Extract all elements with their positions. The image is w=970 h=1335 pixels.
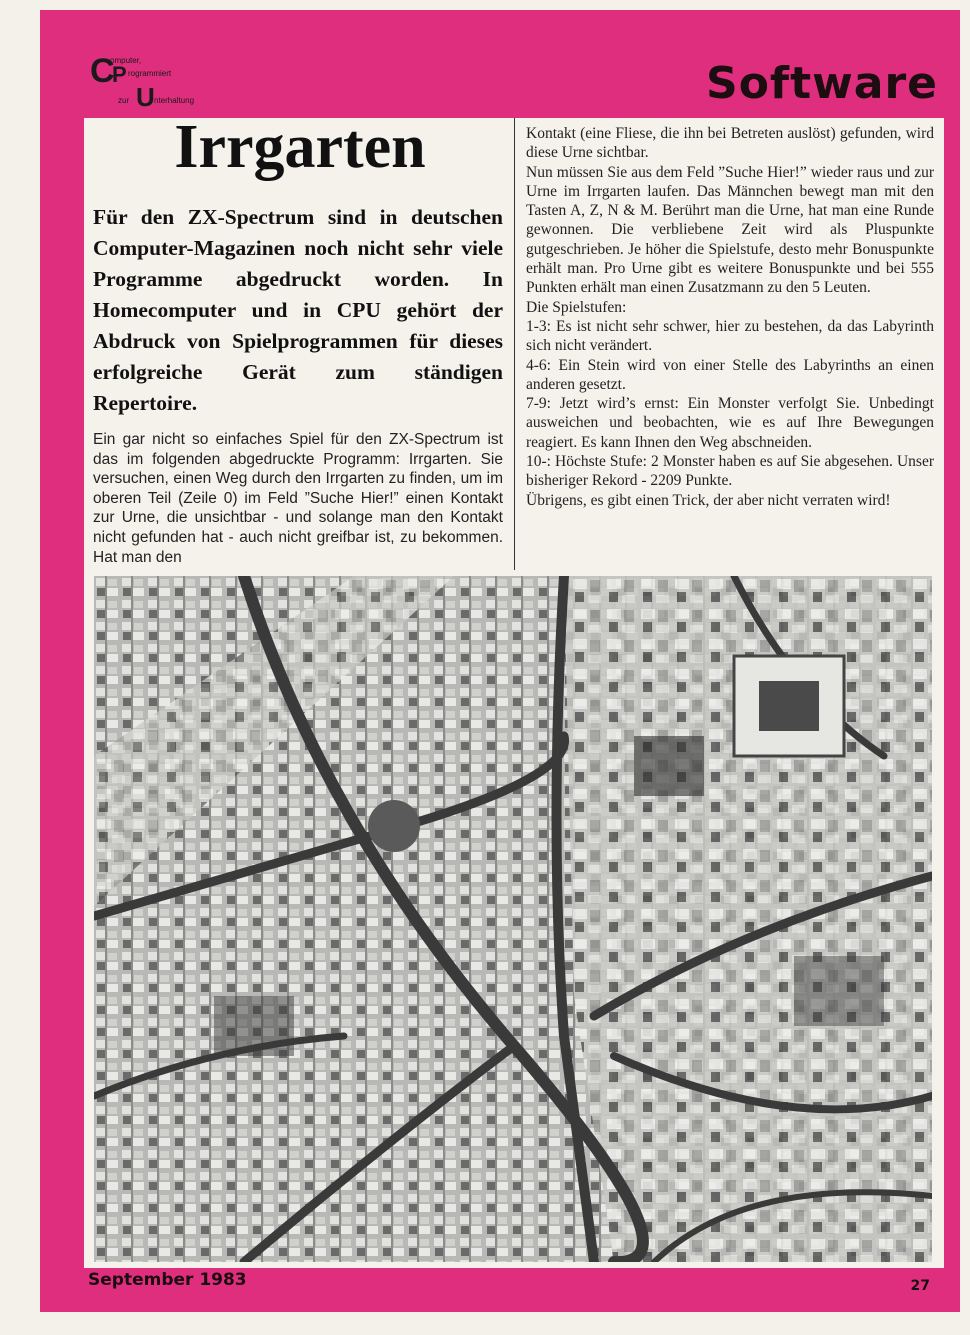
logo-line-1: omputer, bbox=[110, 56, 142, 65]
paragraph: 10-: Höchste Stufe: 2 Monster haben es auf Sie abgesehen. Unser bisheriger Rekord - 2209 Punkte. bbox=[526, 453, 934, 490]
logo-letter-c: C bbox=[90, 52, 115, 90]
section-label: Software bbox=[706, 58, 938, 109]
article-body-right bbox=[526, 124, 934, 510]
logo-letter-u: U bbox=[136, 82, 155, 112]
cpu-logo bbox=[88, 50, 258, 112]
paragraph: Die Spielstufen: bbox=[526, 298, 627, 316]
article-title: Irrgarten bbox=[174, 113, 426, 181]
aerial-city-photo bbox=[94, 576, 932, 1262]
logo-line-4: nterhaltung bbox=[154, 96, 195, 105]
paragraph: Nun müssen Sie aus dem Feld ”Suche Hier!” wieder raus und zur Urne im Irrgarten laufen. Das Männchen bewegt man mit den Tasten A, Z, N & M. Berührt man die Urne, hat man eine Runde gewonnen. Die verbliebene Zeit wird als Pluspunkte gutgeschrieben. Je höher die Spielstufe, desto mehr Bonuspunkte erhält man. Pro Urne gibt es weitere Bonuspunkte und bei 555 Punkten erhält man einen Zusatzmann zu den 5 Leuten. bbox=[526, 163, 934, 297]
paragraph: 1-3: Es ist nicht sehr schwer, hier zu bestehen, da das Labyrinth sich nicht verändert. bbox=[526, 317, 934, 355]
paragraph: Übrigens, es gibt einen Trick, der aber nicht verraten wird! bbox=[526, 491, 891, 509]
paragraph: 4-6: Ein Stein wird von einer Stelle des Labyrinths an einen anderen gesetzt. bbox=[526, 356, 934, 393]
paragraph: Kontakt (eine Fliese, die ihn bei Betreten auslöst) gefunden, wird diese Urne sichtbar. bbox=[526, 125, 934, 162]
article-body-left: Ein gar nicht so einfaches Spiel für den ZX-Spectrum ist das im folgenden abgedruckte Programm: Irrgarten. Sie versuchen, einen Weg durch den Irrgarten zu finden, um im oberen Teil (Zeile 0) im Feld ”Suche Hier!” einen Kontakt zur Urne, die unsichtbar - und solange man den Kontakt nicht gefunden hat - auch nicht greifbar ist, zu bekommen. Hat man den bbox=[93, 431, 503, 566]
footer-date: September 1983 bbox=[88, 1270, 247, 1290]
article-lead: Für den ZX-Spectrum sind in deutschen Computer-Magazinen noch nicht sehr viele Programme abgedruckt worden. In Homecomputer und in CPU gehört der Abdruck von Spielprogrammen für dieses erfolgreiche Gerät zum ständigen Repertoire. bbox=[93, 205, 503, 415]
aerial-photo-image bbox=[94, 576, 932, 1262]
paragraph: 7-9: Jetzt wird’s ernst: Ein Monster verfolgt Sie. Unbedingt ausweichen und beobachten, wie es auf Ihre Bewegungen reagiert. Es kann Ihnen den Weg abschneiden. bbox=[526, 395, 934, 451]
logo-line-3: zur bbox=[118, 96, 130, 105]
logo-letter-p: P bbox=[112, 62, 127, 87]
page-number: 27 bbox=[910, 1278, 930, 1294]
column-divider bbox=[514, 118, 515, 570]
logo-line-2: rogrammiert bbox=[128, 69, 172, 78]
